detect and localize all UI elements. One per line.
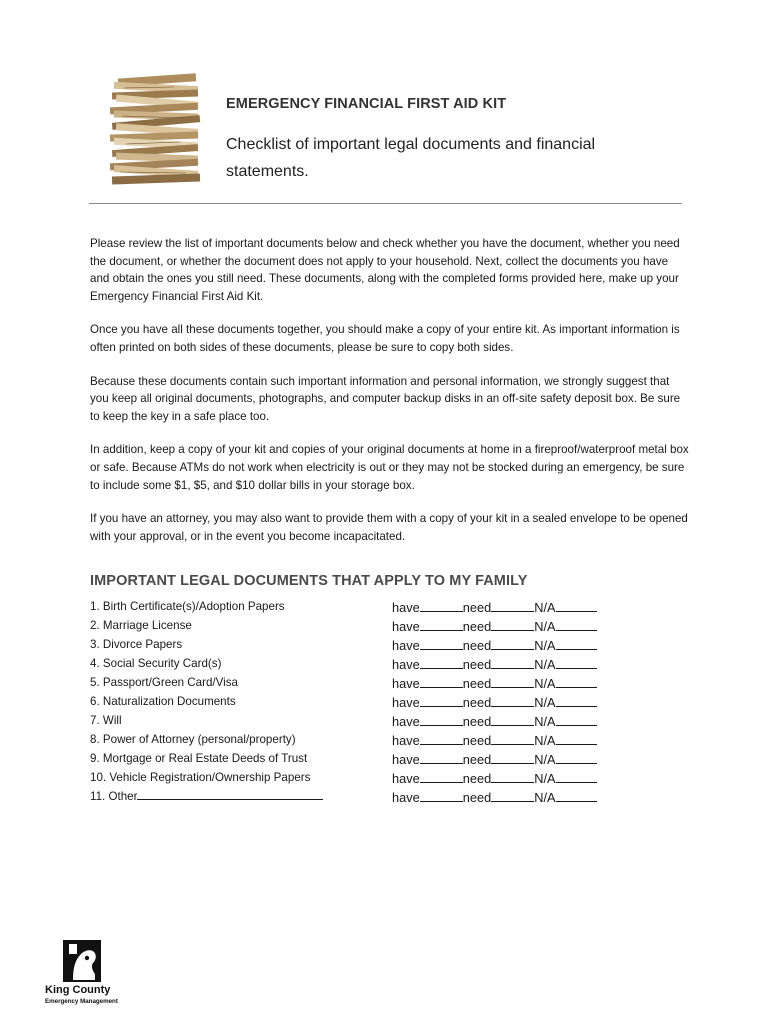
na-blank[interactable] bbox=[556, 656, 597, 669]
need-blank[interactable] bbox=[491, 618, 534, 631]
checklist-options bbox=[392, 731, 597, 750]
checklist-row bbox=[90, 692, 650, 711]
king-county-emblem-icon bbox=[63, 940, 101, 982]
need-label: need bbox=[462, 676, 492, 691]
document-label: 2. Marriage License bbox=[90, 619, 192, 632]
have-blank[interactable] bbox=[420, 599, 463, 612]
intro-text bbox=[90, 235, 690, 561]
document-label: 10. Vehicle Registration/Ownership Papers bbox=[90, 771, 311, 784]
intro-paragraph: If you have an attorney, you may also want to provide them with a copy of your kit in a sealed envelope to be opened with your approval, or in the event you become incapacitated. bbox=[90, 512, 688, 543]
need-label: need bbox=[462, 771, 492, 786]
have-label: have bbox=[392, 714, 420, 729]
need-blank[interactable] bbox=[491, 694, 534, 707]
checklist-options bbox=[392, 636, 597, 655]
paper-stack-illustration bbox=[104, 70, 208, 192]
have-label: have bbox=[392, 619, 420, 634]
checklist-row bbox=[90, 654, 650, 673]
checklist-options bbox=[392, 617, 597, 636]
have-label: have bbox=[392, 638, 420, 653]
have-label: have bbox=[392, 752, 420, 767]
have-blank[interactable] bbox=[420, 675, 463, 688]
na-blank[interactable] bbox=[556, 732, 597, 745]
subtitle-line-2: statements. bbox=[226, 163, 309, 180]
need-blank[interactable] bbox=[491, 789, 534, 802]
have-label: have bbox=[392, 657, 420, 672]
checklist-row bbox=[90, 635, 650, 654]
need-label: need bbox=[462, 638, 492, 653]
have-blank[interactable] bbox=[420, 732, 463, 745]
have-label: have bbox=[392, 600, 420, 615]
na-blank[interactable] bbox=[556, 599, 597, 612]
na-label: N/A bbox=[534, 600, 556, 615]
need-label: need bbox=[462, 695, 492, 710]
checklist-options bbox=[392, 750, 597, 769]
na-label: N/A bbox=[534, 771, 556, 786]
document-label: 4. Social Security Card(s) bbox=[90, 657, 222, 670]
have-label: have bbox=[392, 676, 420, 691]
na-blank[interactable] bbox=[556, 751, 597, 764]
other-blank[interactable] bbox=[137, 787, 323, 800]
checklist-row bbox=[90, 616, 650, 635]
have-blank[interactable] bbox=[420, 770, 463, 783]
checklist-row bbox=[90, 768, 650, 787]
need-blank[interactable] bbox=[491, 637, 534, 650]
have-blank[interactable] bbox=[420, 751, 463, 764]
need-label: need bbox=[462, 714, 492, 729]
section-heading: IMPORTANT LEGAL DOCUMENTS THAT APPLY TO MY FAMILY bbox=[90, 573, 528, 589]
need-blank[interactable] bbox=[491, 713, 534, 726]
checklist-options bbox=[392, 655, 597, 674]
have-blank[interactable] bbox=[420, 713, 463, 726]
checklist-options bbox=[392, 769, 597, 788]
intro-paragraph: Once you have all these documents together, you should make a copy of your entire kit. As important information is often printed on both sides of these documents, please be sure to copy both sides. bbox=[90, 323, 680, 354]
need-blank[interactable] bbox=[491, 599, 534, 612]
na-label: N/A bbox=[534, 733, 556, 748]
have-label: have bbox=[392, 733, 420, 748]
need-label: need bbox=[462, 600, 492, 615]
na-label: N/A bbox=[534, 695, 556, 710]
intro-paragraph: Because these documents contain such important information and personal information, we strongly suggest that you keep all original documents, photographs, and computer backup disks in an off-site safety deposit box. Be sure to keep the key in a safe place too. bbox=[90, 374, 681, 423]
na-blank[interactable] bbox=[556, 789, 597, 802]
document-label: 1. Birth Certificate(s)/Adoption Papers bbox=[90, 600, 285, 613]
document-label: 7. Will bbox=[90, 714, 122, 727]
have-blank[interactable] bbox=[420, 618, 463, 631]
checklist-row bbox=[90, 730, 650, 749]
na-blank[interactable] bbox=[556, 675, 597, 688]
document-label: 9. Mortgage or Real Estate Deeds of Trust bbox=[90, 752, 308, 765]
have-blank[interactable] bbox=[420, 789, 463, 802]
checklist-options bbox=[392, 598, 597, 617]
need-blank[interactable] bbox=[491, 751, 534, 764]
na-label: N/A bbox=[534, 790, 556, 805]
na-label: N/A bbox=[534, 752, 556, 767]
checklist-options bbox=[392, 674, 597, 693]
checklist-row bbox=[90, 597, 650, 616]
na-blank[interactable] bbox=[556, 694, 597, 707]
need-label: need bbox=[462, 657, 492, 672]
na-label: N/A bbox=[534, 619, 556, 634]
have-label: have bbox=[392, 695, 420, 710]
logo-subtitle: Emergency Management bbox=[45, 998, 118, 1005]
na-blank[interactable] bbox=[556, 770, 597, 783]
king-county-logo bbox=[45, 940, 125, 1010]
checklist-options bbox=[392, 712, 597, 731]
checklist-options bbox=[392, 693, 597, 712]
checklist-row bbox=[90, 749, 650, 768]
na-label: N/A bbox=[534, 657, 556, 672]
na-label: N/A bbox=[534, 714, 556, 729]
checklist-options bbox=[392, 788, 597, 807]
document-title: EMERGENCY FINANCIAL FIRST AID KIT bbox=[226, 96, 507, 112]
need-label: need bbox=[462, 619, 492, 634]
checklist-row bbox=[90, 673, 650, 692]
need-label: need bbox=[462, 752, 492, 767]
need-blank[interactable] bbox=[491, 656, 534, 669]
document-subtitle bbox=[226, 131, 656, 185]
na-label: N/A bbox=[534, 676, 556, 691]
checklist-row bbox=[90, 787, 650, 806]
document-label: 8. Power of Attorney (personal/property) bbox=[90, 733, 296, 746]
checklist-row bbox=[90, 711, 650, 730]
na-label: N/A bbox=[534, 638, 556, 653]
subtitle-line-1: Checklist of important legal documents and financial bbox=[226, 136, 596, 153]
have-blank[interactable] bbox=[420, 694, 463, 707]
need-blank[interactable] bbox=[491, 770, 534, 783]
document-label: 5. Passport/Green Card/Visa bbox=[90, 676, 239, 689]
logo-name: King County bbox=[45, 984, 111, 996]
need-blank[interactable] bbox=[491, 675, 534, 688]
need-blank[interactable] bbox=[491, 732, 534, 745]
need-label: need bbox=[462, 790, 492, 805]
document-label: 6. Naturalization Documents bbox=[90, 695, 236, 708]
document-label: 3. Divorce Papers bbox=[90, 638, 183, 651]
have-label: have bbox=[392, 771, 420, 786]
intro-paragraph: In addition, keep a copy of your kit and copies of your original documents at home in a fireproof/waterproof metal box or safe. Because ATMs do not work when electricity is out or they may not be stocked during an emergency, be sure to include some $1, $5, and $10 dollar bills in your storage box. bbox=[90, 443, 689, 492]
need-label: need bbox=[462, 733, 492, 748]
document-label: 11. Other bbox=[90, 790, 138, 803]
na-blank[interactable] bbox=[556, 618, 597, 631]
have-blank[interactable] bbox=[420, 656, 463, 669]
have-label: have bbox=[392, 790, 420, 805]
document-checklist bbox=[90, 597, 650, 806]
intro-paragraph: Please review the list of important documents below and check whether you have the document, whether you need the document, or whether the document does not apply to your household. Next, collect the documents you have and obtain the ones you still need. These documents, along with the completed forms provided here, make up your Emergency Financial First Aid Kit. bbox=[90, 237, 680, 303]
document-label-other bbox=[90, 787, 323, 806]
na-blank[interactable] bbox=[556, 713, 597, 726]
header-divider bbox=[89, 203, 682, 204]
na-blank[interactable] bbox=[556, 637, 597, 650]
have-blank[interactable] bbox=[420, 637, 463, 650]
